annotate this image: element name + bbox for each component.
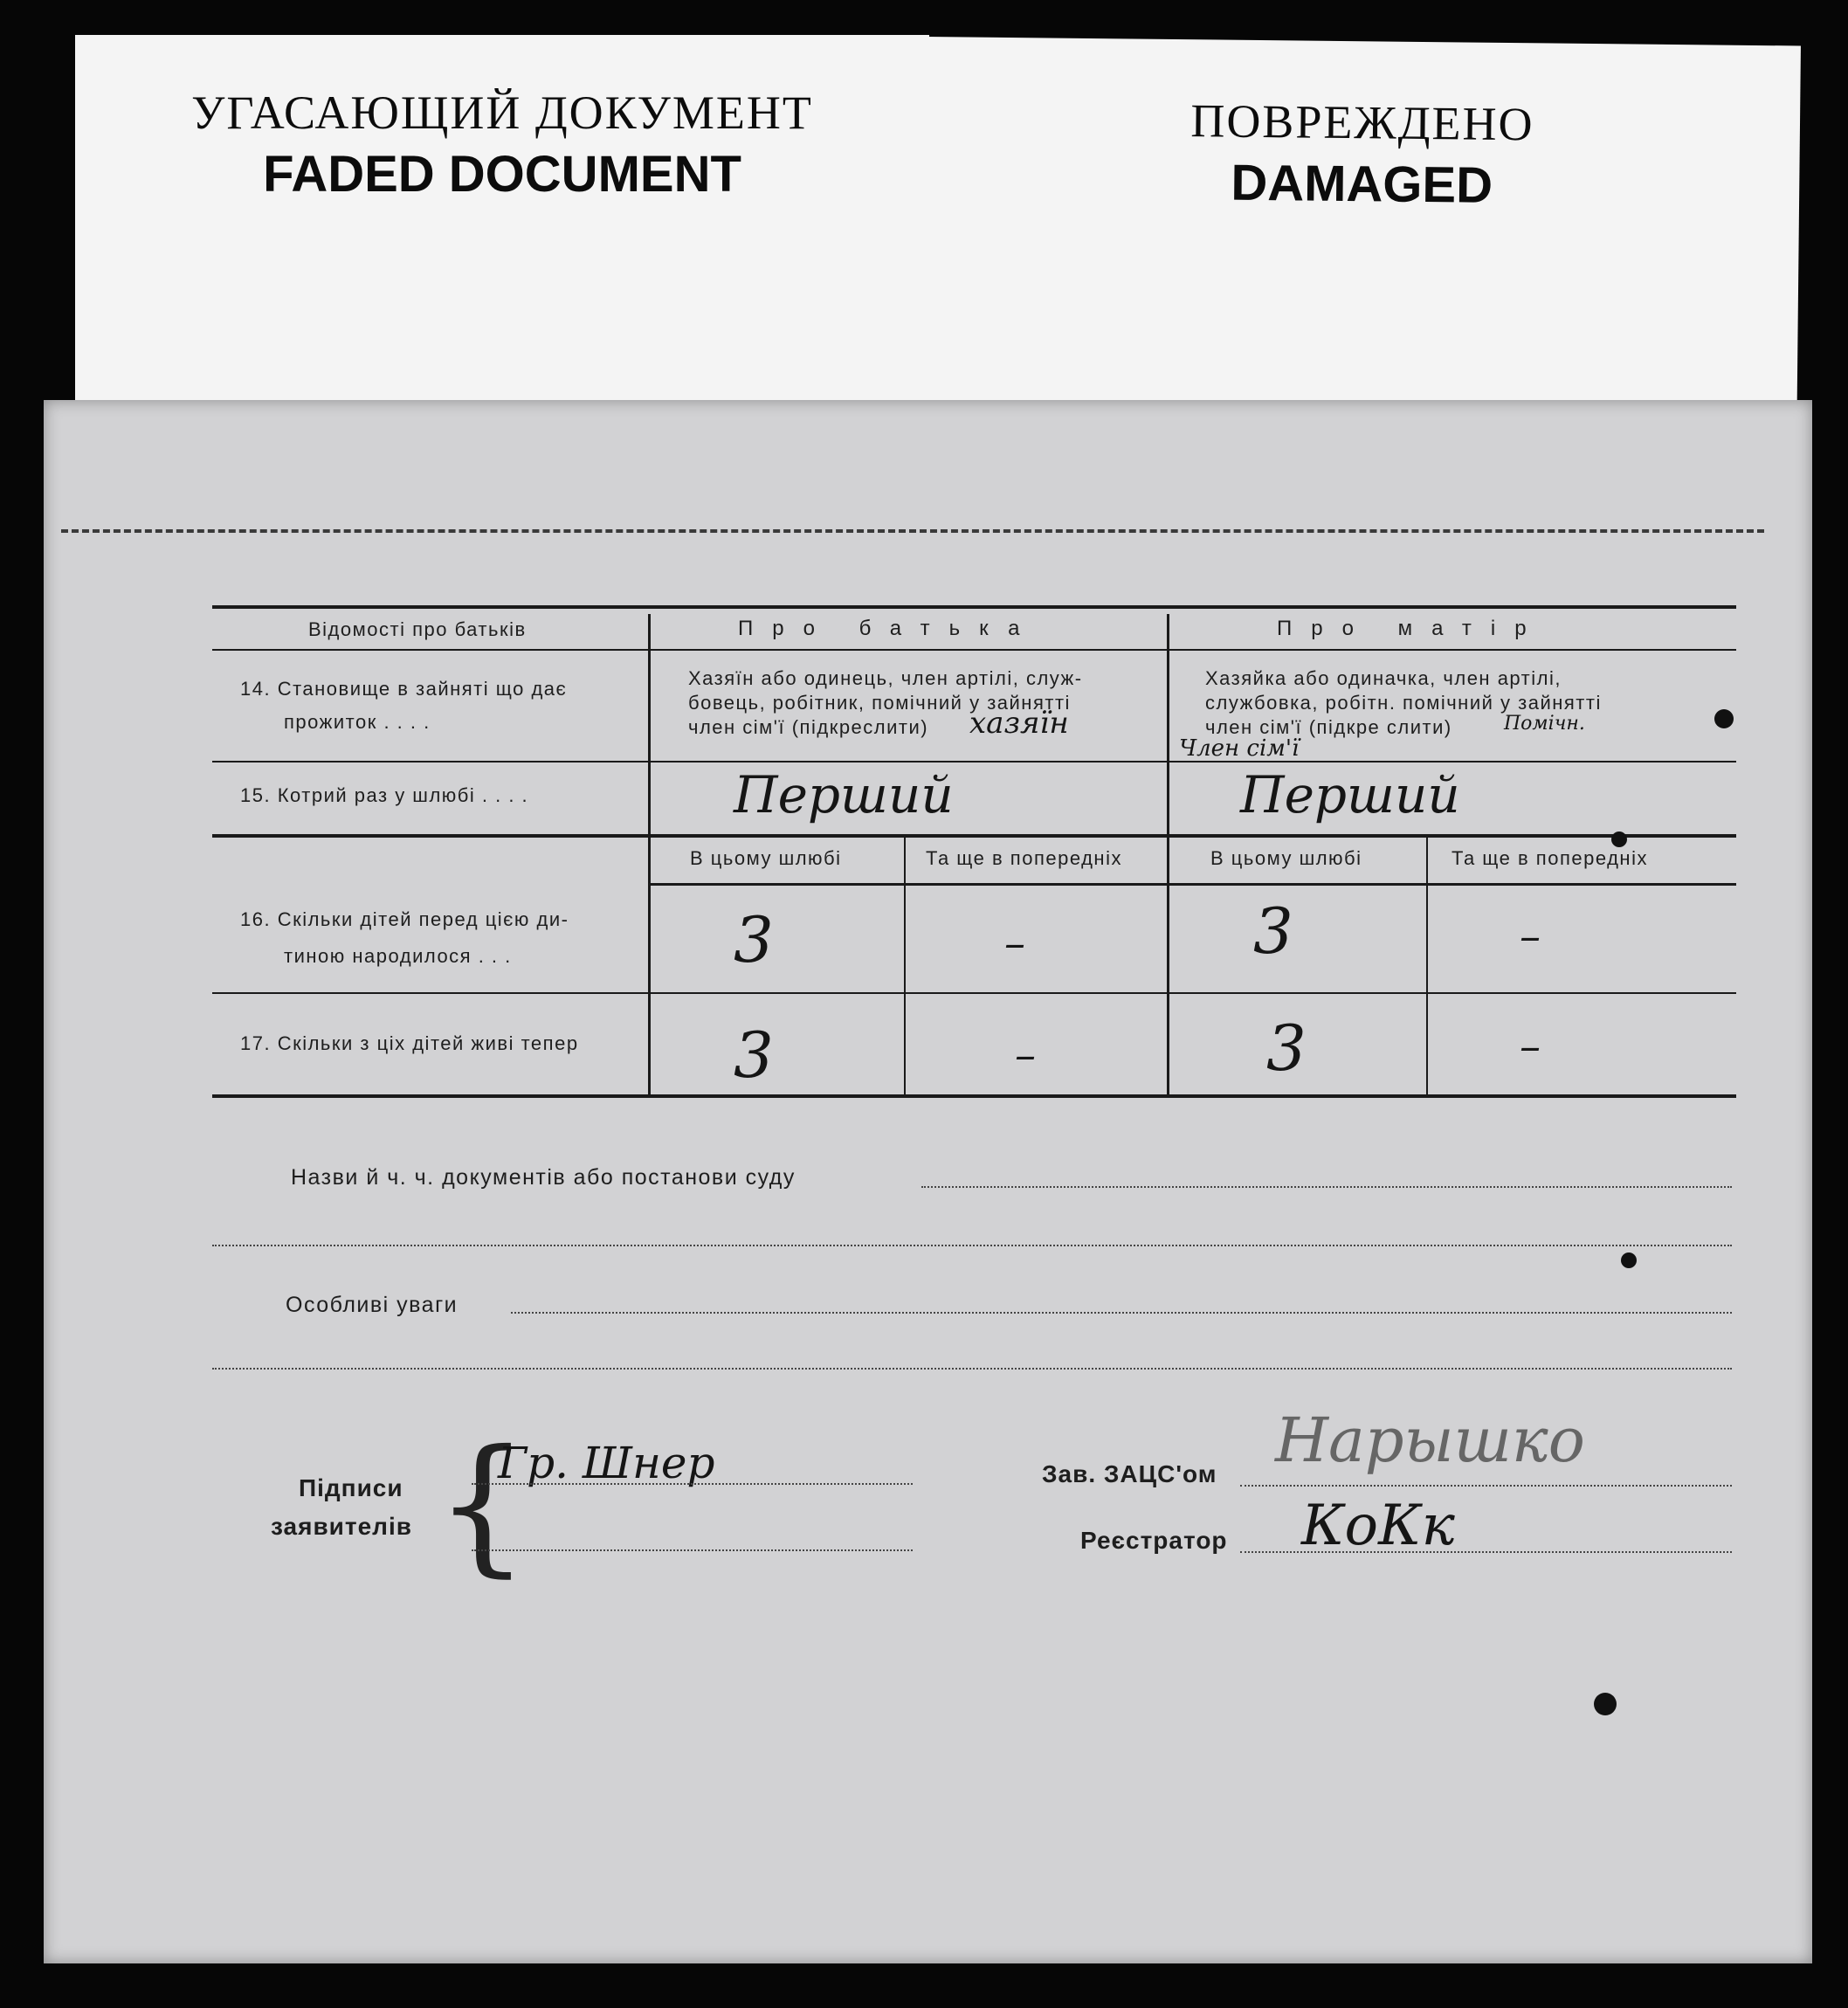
punch-hole bbox=[1621, 1252, 1637, 1268]
table-top-rule bbox=[212, 605, 1736, 609]
applicants-brace: { bbox=[435, 1418, 530, 1591]
notes-line-2 bbox=[212, 1368, 1732, 1370]
registrar-signature: КоКк bbox=[1301, 1494, 1455, 1558]
applicant-line-1 bbox=[472, 1483, 913, 1485]
notes-label: Особливі уваги bbox=[286, 1293, 459, 1317]
header-mother: Про матір bbox=[1277, 617, 1546, 640]
damaged-document-label bbox=[922, 37, 1801, 412]
row14-father-handwritten: хазяїн bbox=[969, 706, 1069, 741]
row17-label: 17. Скільки з ціх дітей живі тепер bbox=[240, 1032, 579, 1054]
damaged-label-ru: ПОВРЕЖДЕНО bbox=[1190, 94, 1534, 151]
row14-mother-handwritten: Член сім'ї bbox=[1179, 735, 1300, 762]
row17-father-this: 3 bbox=[734, 1018, 774, 1092]
row14-father-line2: бовець, робітник, помічний у зайнятті bbox=[688, 692, 1071, 714]
applicant-signature: Гр. Шнер bbox=[498, 1438, 715, 1488]
col-divider-1 bbox=[648, 614, 651, 1096]
perforation-line bbox=[61, 529, 1764, 533]
faded-label-en: FADED DOCUMENT bbox=[263, 146, 741, 203]
row14-rule bbox=[212, 761, 1736, 762]
applicants-label-line2: заявителів bbox=[271, 1513, 412, 1540]
row16-label-line2: тиною народилося . . . bbox=[284, 945, 512, 967]
punch-hole bbox=[1594, 1693, 1617, 1715]
row17-mother-this: 3 bbox=[1266, 1011, 1307, 1085]
table-bottom-rule bbox=[212, 1094, 1736, 1098]
damaged-label-en: DAMAGED bbox=[1231, 154, 1493, 214]
documents-line-1 bbox=[921, 1186, 1732, 1188]
header-parents-info: Відомості про батьків bbox=[308, 618, 527, 640]
registrar-line bbox=[1240, 1551, 1732, 1553]
row15-label: 15. Котрий раз у шлюбі . . . . bbox=[240, 784, 529, 806]
registrar-label: Реєстратор bbox=[1080, 1527, 1228, 1554]
header-father: Про батька bbox=[738, 617, 1039, 640]
notes-line-1 bbox=[511, 1312, 1732, 1314]
row16-mother-prev: – bbox=[1520, 912, 1541, 961]
subheader-mother-this-marriage: В цьому шлюбі bbox=[1210, 847, 1362, 869]
row14-mother-line3: член сім'ї (підкре слити) bbox=[1205, 716, 1452, 738]
subheader-father-this-marriage: В цьому шлюбі bbox=[690, 847, 842, 869]
subheader-rule bbox=[649, 883, 1736, 886]
header-rule bbox=[212, 649, 1736, 651]
documents-line-2 bbox=[212, 1245, 1732, 1246]
row15-rule bbox=[212, 834, 1736, 838]
row15-father-handwritten: Перший bbox=[734, 765, 954, 825]
row14-father-line3: член сім'ї (підкреслити) bbox=[688, 716, 929, 738]
row14-mother-line2: службовка, робітн. помічний у зайнятті bbox=[1205, 692, 1602, 714]
col-divider-father-sub bbox=[904, 837, 906, 1096]
row17-mother-prev: – bbox=[1520, 1022, 1541, 1071]
punch-hole bbox=[1611, 831, 1627, 847]
faded-document-label bbox=[75, 35, 929, 402]
applicant-line-2 bbox=[472, 1549, 913, 1551]
row16-mother-this: 3 bbox=[1253, 894, 1293, 968]
row16-rule bbox=[212, 992, 1736, 994]
applicants-label-line1: Підписи bbox=[299, 1474, 403, 1501]
row14-label-line2: прожиток . . . . bbox=[284, 711, 431, 733]
row14-mother-handwritten-top: Помічн. bbox=[1504, 713, 1585, 735]
row16-label-line1: 16. Скільки дітей перед цією ди- bbox=[240, 908, 569, 930]
row16-father-this: 3 bbox=[734, 903, 774, 976]
faded-label-ru: УГАСАЮЩИЙ ДОКУМЕНТ bbox=[191, 86, 813, 139]
row14-father-line1: Хазяїн або одинець, член артілі, служ- bbox=[688, 667, 1083, 689]
col-divider-mother-sub bbox=[1426, 837, 1428, 1096]
subheader-father-previous: Та ще в попередніх bbox=[926, 847, 1122, 869]
col-divider-2 bbox=[1167, 614, 1169, 1096]
row15-mother-handwritten: Перший bbox=[1240, 765, 1460, 825]
row14-mother-line1: Хазяйка або одиначка, член артілі, bbox=[1205, 667, 1562, 689]
punch-hole bbox=[1714, 709, 1734, 728]
row16-father-prev: – bbox=[1004, 919, 1025, 968]
row17-father-prev: – bbox=[1015, 1031, 1036, 1080]
head-label: Зав. ЗАЦС'ом bbox=[1042, 1460, 1217, 1487]
documents-label: Назви й ч. ч. документів або постанови суду bbox=[291, 1165, 796, 1190]
head-signature: Нарышко bbox=[1275, 1404, 1585, 1476]
row14-label-line1: 14. Становище в зайняті що дає bbox=[240, 678, 568, 700]
document-sheet bbox=[44, 400, 1812, 1963]
head-line bbox=[1240, 1485, 1732, 1487]
subheader-mother-previous: Та ще в попередніх bbox=[1452, 847, 1648, 869]
